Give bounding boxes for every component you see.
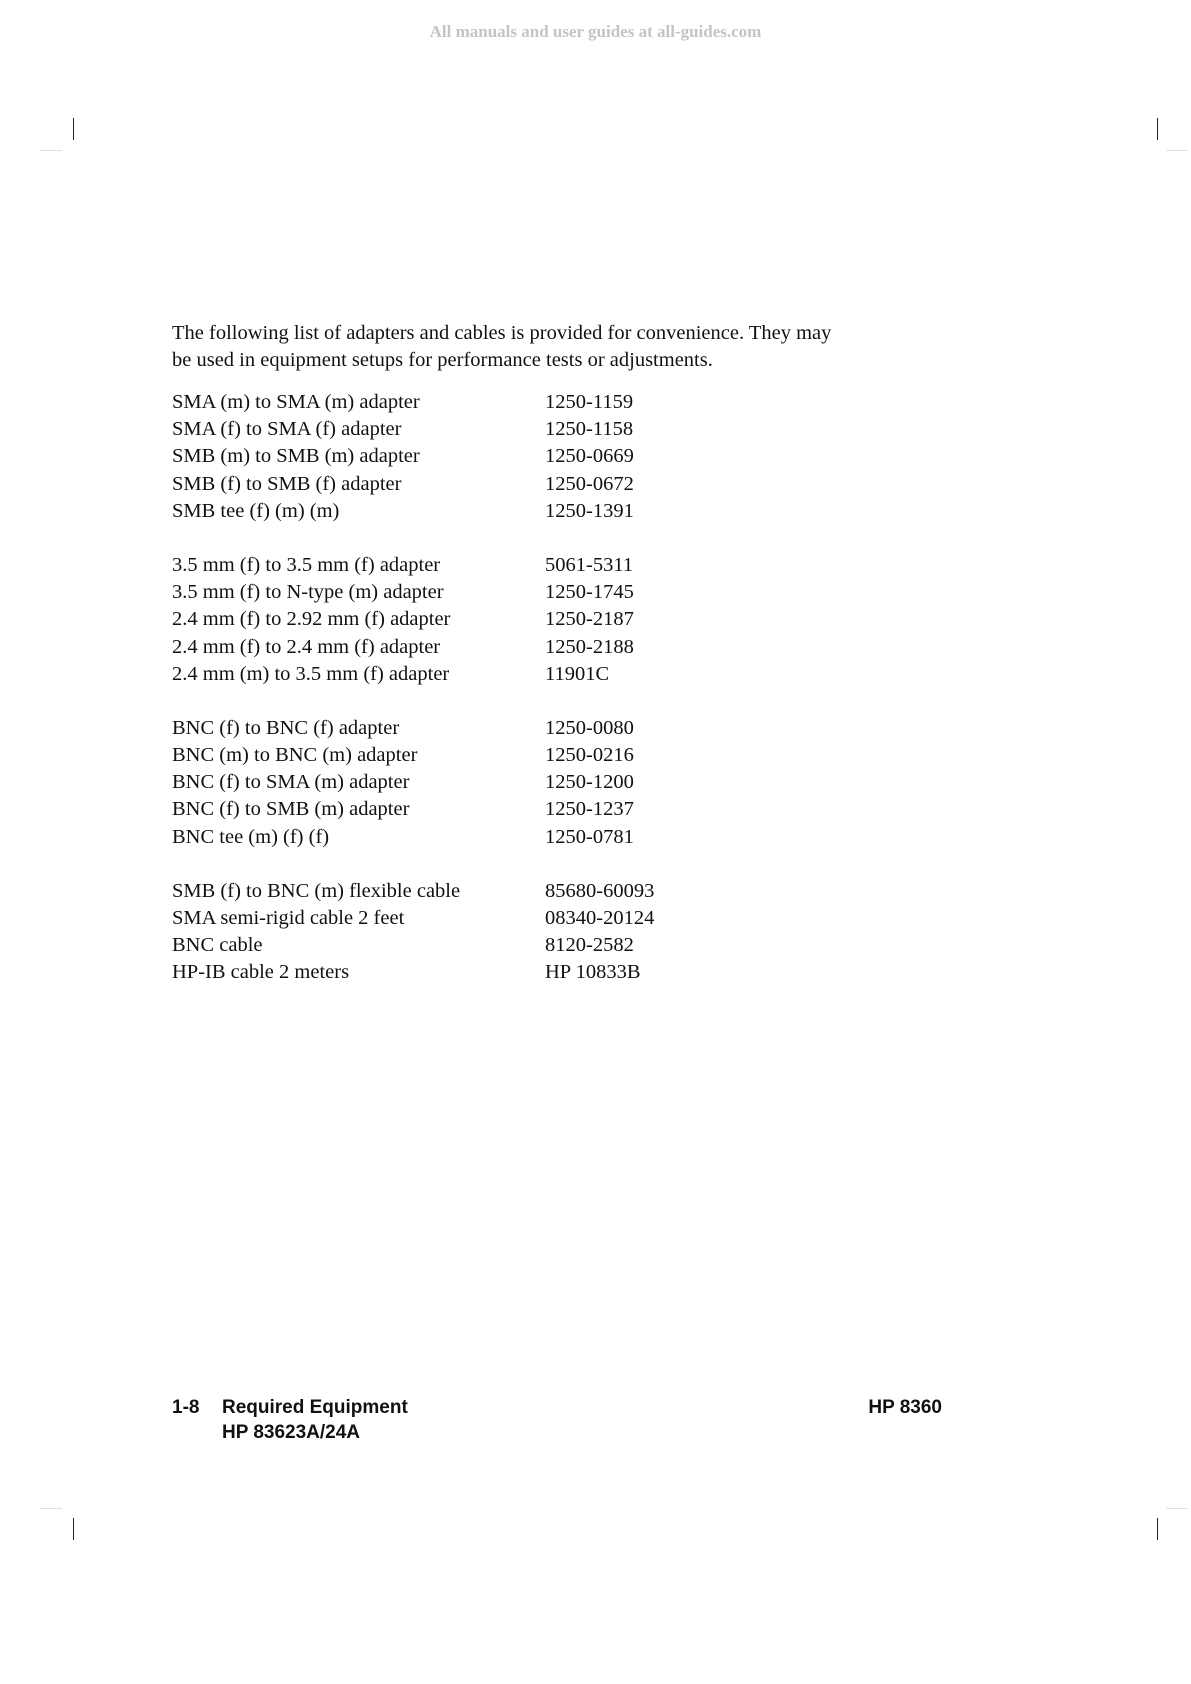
item-description: HP-IB cable 2 meters <box>172 961 350 984</box>
item-part-number: 1250-1159 <box>545 391 634 413</box>
item-part-number: 1250-0216 <box>545 744 634 767</box>
list-item <box>172 796 732 823</box>
item-part-number: 1250-1391 <box>545 499 634 522</box>
item-description: BNC (m) to BNC (m) adapter <box>172 744 418 767</box>
item-part-number: 1250-1200 <box>545 771 634 794</box>
intro-paragraph <box>172 320 952 374</box>
item-part-number: 1250-1158 <box>545 418 634 441</box>
page-number: 1-8 <box>172 1397 200 1418</box>
list-item <box>172 932 732 959</box>
item-description: 3.5 mm (f) to N-type (m) adapter <box>172 581 444 604</box>
list-item <box>172 498 732 525</box>
crop-mark-top-left-h <box>40 150 62 151</box>
item-description: SMA (m) to SMA (m) adapter <box>172 391 420 413</box>
crop-mark-bottom-right-h <box>1166 1508 1188 1509</box>
item-description: SMB (m) to SMB (m) adapter <box>172 445 420 468</box>
crop-mark-bottom-left-h <box>40 1508 62 1509</box>
item-description: 2.4 mm (f) to 2.92 mm (f) adapter <box>172 608 451 631</box>
crop-mark-top-left <box>73 118 74 140</box>
item-part-number: 1250-0672 <box>545 472 634 495</box>
item-description: SMB (f) to BNC (m) flexible cable <box>172 879 461 902</box>
item-description: BNC (f) to BNC (f) adapter <box>172 716 400 739</box>
list-item <box>172 824 732 851</box>
crop-mark-bottom-left <box>73 1518 74 1540</box>
group-mm <box>172 552 732 688</box>
item-part-number: 8120-2582 <box>545 934 634 957</box>
item-part-number: 08340-20124 <box>545 907 655 929</box>
item-part-number: 11901C <box>545 662 610 685</box>
item-description: BNC (f) to SMB (m) adapter <box>172 798 410 821</box>
item-part-number: 1250-0781 <box>545 825 634 848</box>
item-description: BNC cable <box>172 934 263 957</box>
list-item <box>172 715 732 742</box>
list-item <box>172 416 732 443</box>
list-item <box>172 634 732 661</box>
item-description: SMB tee (f) (m) (m) <box>172 499 340 522</box>
item-description: SMB (f) to SMB (f) adapter <box>172 472 402 495</box>
list-item <box>172 959 732 986</box>
item-description: 3.5 mm (f) to 3.5 mm (f) adapter <box>172 553 441 576</box>
list-item <box>172 661 732 688</box>
product-name: HP 8360 <box>868 1397 942 1418</box>
list-item <box>172 579 732 606</box>
list-item <box>172 552 732 579</box>
list-item <box>172 471 732 498</box>
list-item <box>172 769 732 796</box>
item-part-number: 1250-1237 <box>545 798 634 821</box>
list-item <box>172 389 732 416</box>
list-item <box>172 606 732 633</box>
watermark: All manuals and user guides at all-guides.com <box>429 22 762 41</box>
item-part-number: 1250-0080 <box>545 716 634 739</box>
intro-line-2: be used in equipment setups for performance tests or adjustments. <box>172 349 713 371</box>
crop-mark-top-right-h <box>1166 150 1188 151</box>
item-description: BNC tee (m) (f) (f) <box>172 825 330 848</box>
group-bnc <box>172 715 732 851</box>
item-description: 2.4 mm (f) to 2.4 mm (f) adapter <box>172 635 441 658</box>
item-part-number: 1250-1745 <box>545 581 634 604</box>
model-subtitle: HP 83623A/24A <box>222 1422 361 1443</box>
item-description: 2.4 mm (m) to 3.5 mm (f) adapter <box>172 662 450 685</box>
list-item <box>172 905 732 932</box>
item-part-number: 1250-0669 <box>545 445 634 468</box>
item-part-number: 1250-2187 <box>545 608 634 631</box>
group-sma-smb <box>172 389 732 525</box>
item-part-number: 85680-60093 <box>545 879 655 902</box>
item-part-number: HP 10833B <box>545 961 641 984</box>
item-description: SMA (f) to SMA (f) adapter <box>172 418 402 441</box>
list-item <box>172 878 732 905</box>
item-description: SMA semi-rigid cable 2 feet <box>172 907 405 929</box>
list-item <box>172 443 732 470</box>
list-item <box>172 742 732 769</box>
section-title: Required Equipment <box>222 1397 408 1418</box>
group-cables <box>172 878 732 987</box>
intro-line-1: The following list of adapters and cables is provided for convenience. They may <box>172 322 832 344</box>
adapter-cable-list <box>172 389 732 1014</box>
item-description: BNC (f) to SMA (m) adapter <box>172 771 410 794</box>
crop-mark-bottom-right <box>1157 1518 1158 1540</box>
crop-mark-top-right <box>1157 118 1158 140</box>
item-part-number: 1250-2188 <box>545 635 634 658</box>
item-part-number: 5061-5311 <box>545 553 634 576</box>
